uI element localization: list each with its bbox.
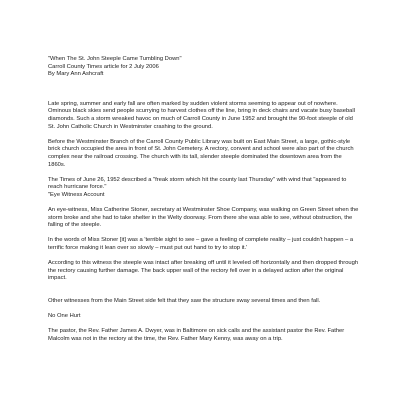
article-title: "When The St. John Steeple Came Tumbling Down"	[48, 56, 182, 62]
paragraph-7: Other witnesses from the Main Street side felt that they saw the structure sway several times and then fall.	[48, 298, 321, 305]
article-header	[48, 56, 360, 79]
subheading-eye-witness: "Eye Witness Account	[48, 191, 105, 198]
paragraph-3	[48, 177, 360, 200]
paragraph-1: Late spring, summer and early fall are often marked by sudden violent storms seeming to appear out of nowhere. Ominous black skies send people scurrying to harvest clothes off the line, bring in deck chairs and vacate busy baseball diamonds. Such a storm wreaked havoc on much of Carroll County in June 1952 and brought the 90-foot steeple of old St. John Catholic Church in Westminster crashing to the ground.	[48, 100, 355, 130]
paragraph-4: An eye-witness, Miss Catherine Stoner, secretary at Westminster Shoe Company, was walking on Green Street when the storm broke and she had to take shelter in the Welty doorway. From there she was able to see, without obstruction, the falling of the steeple.	[48, 207, 359, 229]
paragraph-5: In the words of Miss Stoner [it] was a 'terrible sight to see – gave a feeling of complete reality – just couldn't happen – a terrific force making it lean over so slowly – must put out hand to try to stop it.'	[48, 237, 354, 252]
paragraph-6: According to this witness the steeple was intact after breaking off until it leveled off horizontally and then dropped through the rectory causing further damage. The back upper wall of the rectory fell over in a delayed action after the original impact.	[48, 260, 359, 282]
byline: By Mary Ann Ashcraft	[48, 71, 104, 78]
publication-line: Carroll County Times article for 2 July 2006	[48, 63, 159, 70]
paragraph-2: Before the Westminster Branch of the Carroll County Public Library was built on East Main Street, a large, gothic-style brick church occupied the area in front of St. John Cemetery. A rectory, convent and school were also part of the church complex near the railroad crossing. The church with its tall, slender steeple dominated the downtown area from the 1860s.	[48, 138, 354, 168]
subheading-no-one-hurt: No One Hurt	[48, 313, 81, 320]
paragraph-8: The pastor, the Rev. Father James A. Dwyer, was in Baltimore on sick calls and the assistant pastor the Rev. Father Malcolm was not in the rectory at the time, the Rev. Father Mary Kenny, was away on a trip.	[48, 328, 345, 342]
paragraph-3-text: The Times of June 26, 1952 described a "freak storm which hit the county last Thursday" with wind that "appeared to reach hurricane force."	[48, 176, 347, 191]
